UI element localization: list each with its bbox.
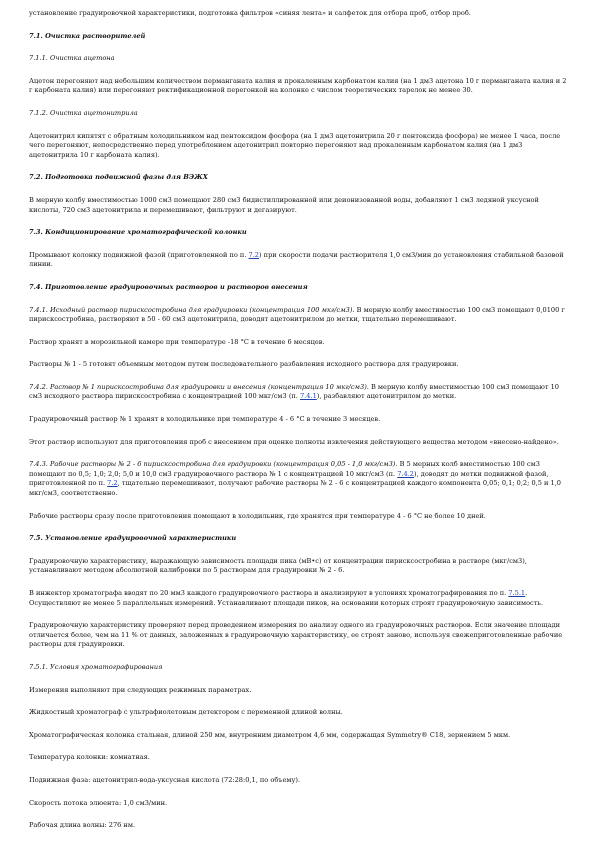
- text-run: В мерную колбу вместимостью 100 см3 помещают 0,0100 г пирисксостробина, растворяют в 50 - 60 см3 ацетонитрила, доводят ацетонитрилом до метки, тщательно перемешивают.: [29, 305, 565, 324]
- calibration-check-paragraph: Градуировочную характеристику проверяют перед проведением измерения по анализу одного из градуировочных растворов. Если значение площади отличается более, чем на 11 % от данных, заложенных в градуировочную характеристику, ее строят заново, используя свежеприготовленные рабочие растворы для градуировки.: [29, 621, 563, 649]
- text-run: В мерную колбу вместимостью 100 см3 помещают 10 см3 исходного раствора пирисксостробина с концентрацией 100 мкг/см3 (п.: [29, 382, 559, 401]
- section-7-4-heading: 7.4. Приготовление градуировочных растворов и растворов внесения: [29, 282, 308, 291]
- section-7-4-3-paragraph: [29, 460, 569, 498]
- section-7-4-2-heading: 7.4.2. Раствор № 1 пирисксостробина для градуировки и внесения (концентрация 10 мкг/см3).: [29, 382, 369, 391]
- link-section-7-5-1[interactable]: 7.5.1: [508, 589, 526, 597]
- calibration-paragraph: Градуировочную характеристику, выражающую зависимость площади пика (мВ•с) от концентрации пирисксостробина в растворе (мкг/см3), устанавливают методом абсолютной калибровки по 5 растворам для градуировки № 2 - 6.: [29, 556, 527, 575]
- section-7-2-heading: 7.2. Подготовка подвижной фазы для ВЭЖХ: [29, 173, 208, 182]
- document-page: [29, 9, 569, 844]
- condition-column-temperature: Температура колонки: комнатная.: [29, 753, 150, 762]
- text-run: , тщательно перемешивают, получают рабочие растворы № 2 - 6 с концентрацией каждого компонента 0,05; 0,1; 0,2; 0,5 и 1,0 мкг/см3, соответственно.: [29, 479, 562, 498]
- link-section-7-4-1[interactable]: 7.4.1: [299, 392, 317, 401]
- injection-paragraph: [29, 589, 569, 608]
- condition-mobile-phase: Подвижная фаза: ацетонитрил-вода-уксусная кислота (72:28:0,1, по объему).: [29, 775, 301, 784]
- working-solutions-storage-paragraph: Рабочие растворы сразу после приготовления помещают в холодильник, где хранятся при температуре 4 - 6 °C не более 10 дней.: [29, 511, 486, 520]
- spike-usage-paragraph: Этот раствор используют для приготовления проб с внесением при оценке полноты извлечения действующего вещества методом «внесено-найдено».: [29, 437, 559, 446]
- section-7-5-heading: 7.5. Установление градуировочной характеристики: [29, 534, 237, 543]
- storage-note-paragraph: Раствор хранят в морозильной камере при температуре -18 °C в течение 6 месяцев.: [29, 337, 325, 346]
- section-7-4-3-heading: 7.4.3. Рабочие растворы № 2 - 6 пирисксостробина для градуировки (концентрация 0,05 - 1,0 мкг/см3).: [29, 460, 398, 469]
- text-run: Промывают колонку подвижной фазой (приготовленной по п.: [29, 250, 249, 259]
- condition-chromatograph: Жидкостный хроматограф с ультрафиолетовым детектором с переменной длиной волны.: [29, 708, 343, 717]
- condition-flow-rate: Скорость потока элюента: 1,0 см3/мин.: [29, 798, 168, 807]
- section-7-1-heading: 7.1. Очистка растворителей: [29, 31, 146, 40]
- section-7-2-paragraph: В мерную колбу вместимостью 1000 см3 помещают 280 см3 бидистиллированной или деионизованной воды, добавляют 1 см3 ледяной уксусной кислоты, 720 см3 ацетонитрила и перемешивают, фильтруют и дегазируют.: [29, 195, 539, 214]
- section-7-1-2-paragraph: Ацетонитрил кипятят с обратным холодильником над пентоксидом фосфора (на 1 дм3 ацетонитрила 20 г пентоксида фосфора) не менее 1 часа, после чего перегоняют, непосредственно перед употреблением ацетонитрил повторно перегоняют над прокаленным карбонатом калия (на 1 дм3 ацетонитрила 10 г карбоната калия).: [29, 131, 561, 159]
- link-section-7-4-2[interactable]: 7.4.2: [397, 469, 414, 478]
- section-7-1-2-heading: 7.1.2. Очистка ацетонитрила: [29, 108, 138, 117]
- intro-paragraph: установление градуировочной характеристики, подготовка фильтров «синяя лента» и салфеток для отбора проб, отбор проб.: [29, 9, 471, 17]
- section-7-1-1-paragraph: Ацетон перегоняют над небольшим количеством перманганата калия и прокаленным карбонатом калия (на 1 дм3 ацетона 10 г перманганата калия и 2 г карбоната калия) или перегоняют ректификационной перегонкой на колонке с числом теоретических тарелок не менее 30.: [29, 76, 567, 95]
- section-7-1-1-heading: 7.1.1. Очистка ацетона: [29, 54, 115, 63]
- text-run: ), разбавляют ацетонитрилом до метки.: [316, 392, 457, 401]
- section-7-4-1-heading: 7.4.1. Исходный раствор пирисксостробина для градуировки (концентрация 100 мкг/см3).: [29, 305, 355, 314]
- text-run: ), доводят до метки подвижной фазой, приготовленной по п.: [29, 469, 549, 488]
- section-7-5-1-heading: 7.5.1. Условия хроматографирования: [29, 662, 163, 671]
- link-section-7-2[interactable]: 7.2: [107, 479, 118, 488]
- section-7-4-2-paragraph: [29, 383, 569, 402]
- text-run: ) при скорости подачи растворителя 1,0 см3/мин до установления стабильной базовой линии.: [29, 250, 564, 269]
- condition-column: Хроматографическая колонка стальная, длиной 250 мм, внутренним диаметром 4,6 мм, содержащая Symmetry® C18, зернением 5 мкм.: [29, 730, 511, 739]
- text-run: . Осуществляют не менее 5 параллельных измерений. Устанавливают площади пиков, на основании которых строят градуировочную зависимость.: [29, 589, 544, 607]
- section-7-3-paragraph: [29, 251, 569, 270]
- section-7-4-1-paragraph: [29, 306, 569, 325]
- link-section-7-2[interactable]: 7.2: [248, 250, 260, 259]
- text-run: В инжектор хроматографа вводят по 20 мм3 каждого градуировочного раствора и анализируют в условиях хроматографирования по п.: [29, 589, 509, 597]
- condition-wavelength: Рабочая длина волны: 276 нм.: [29, 821, 136, 830]
- solution-1-storage-paragraph: Градуировочный раствор № 1 хранят в холодильнике при температуре 4 - 6 °C в течение 3 месяцев.: [29, 415, 381, 424]
- section-7-3-heading: 7.3. Кондиционирование хроматографической колонки: [29, 228, 247, 237]
- conditions-intro: Измерения выполняют при следующих режимных параметрах.: [29, 685, 252, 694]
- text-run: В 5 мерных колб вместимостью 100 см3 помещают по 0,5; 1,0; 2,0; 5,0 и 10,0 см3 градуировочного раствора № 1 с концентрацией 10 мкг/см3 (п.: [29, 460, 540, 478]
- dilution-note-paragraph: Растворы № 1 - 5 готовят объемным методом путем последовательного разбавления исходного раствора для градуировки.: [29, 360, 459, 369]
